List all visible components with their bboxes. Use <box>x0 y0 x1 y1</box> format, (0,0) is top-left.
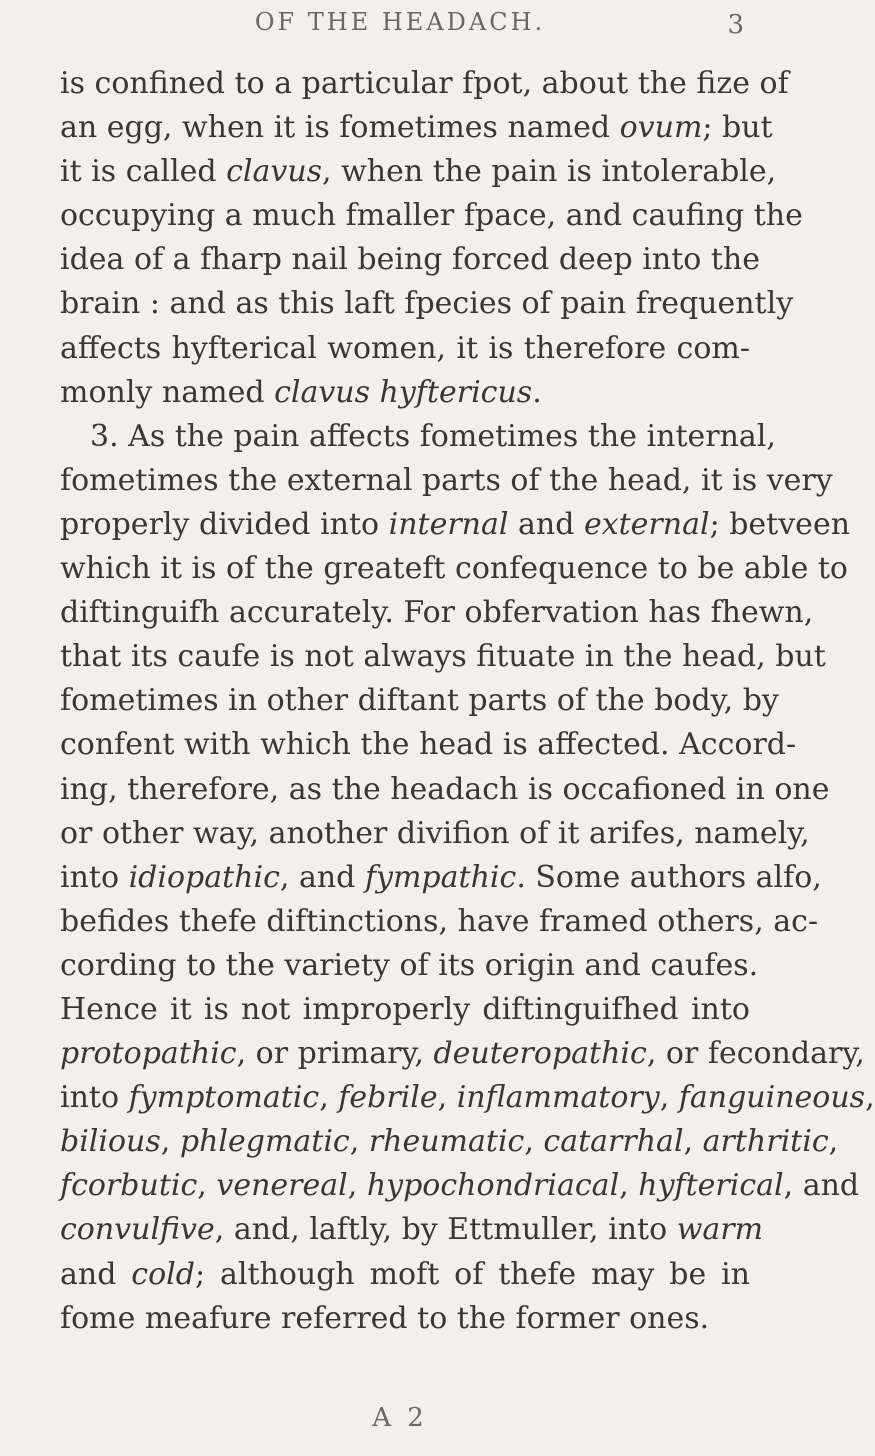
text-run: it is called <box>60 154 227 190</box>
text-run: into <box>60 1080 129 1116</box>
text-run: befides thefe diftinctions, have framed others, ac- <box>60 903 819 939</box>
italic-term: ovum <box>619 110 703 146</box>
text-line <box>60 768 830 812</box>
text-line <box>60 988 750 1032</box>
text-run: , <box>659 1080 679 1116</box>
text-run: , <box>347 1168 367 1204</box>
text-run: Hence it is not improperly diftinguifhed into <box>60 991 750 1027</box>
text-run: monly named <box>60 374 275 410</box>
italic-term: fympathic <box>364 859 517 895</box>
italic-term: external <box>583 506 710 542</box>
text-run: affects hyfterical women, it is therefore com- <box>60 330 750 366</box>
text-run: 3. As the pain affects fometimes the internal, <box>90 418 776 454</box>
text-line <box>60 944 759 988</box>
italic-term: phlegmatic <box>179 1124 350 1160</box>
italic-term: warm <box>676 1212 764 1248</box>
italic-term: fcorbutic <box>60 1168 198 1204</box>
text-run: cording to the variety of its origin and caufes. <box>60 947 759 983</box>
text-run: , or fecondary, <box>646 1036 865 1072</box>
text-line <box>60 327 750 371</box>
italic-term: protopathic <box>60 1036 237 1072</box>
text-line <box>60 723 797 767</box>
text-run: ing, therefore, as the headach is occafioned in one <box>60 771 830 807</box>
text-run: , <box>197 1168 217 1204</box>
text-run: which it is of the greateft confequence to be able to <box>60 551 848 587</box>
italic-term: clavus hyftericus <box>274 374 533 410</box>
italic-term: convulfive <box>60 1212 215 1248</box>
text-line <box>60 1164 860 1208</box>
text-line <box>60 503 851 547</box>
italic-term: bilious <box>60 1124 161 1160</box>
text-run: . Some authors alfo, <box>516 859 822 895</box>
text-run: , when the pain is intolerable, <box>322 154 777 190</box>
text-line <box>60 1120 839 1164</box>
text-run: fometimes the external parts of the head, it is very <box>60 462 833 498</box>
text-line <box>60 1032 865 1076</box>
text-run: into <box>60 859 129 895</box>
text-run: occupying a much fmaller fpace, and caufing the <box>60 198 803 234</box>
text-line <box>60 106 773 150</box>
text-run: , <box>349 1124 369 1160</box>
text-run: and <box>60 1256 132 1292</box>
text-run: , <box>160 1124 180 1160</box>
text-line <box>60 62 789 106</box>
text-run: , <box>683 1124 703 1160</box>
italic-term: deuteropathic <box>433 1036 647 1072</box>
italic-term: hyfterical <box>638 1168 784 1204</box>
text-run: , and <box>783 1168 860 1204</box>
text-line <box>60 591 814 635</box>
text-line <box>60 282 794 326</box>
text-line <box>60 812 810 856</box>
italic-term: idiopathic <box>128 859 280 895</box>
text-run: idea of a fharp nail being forced deep into the <box>60 242 760 278</box>
text-run: , and, laftly, by Ettmuller, into <box>214 1212 677 1248</box>
text-run: , <box>619 1168 639 1204</box>
text-run: . <box>532 374 542 410</box>
italic-term: venereal <box>216 1168 348 1204</box>
text-run: , <box>319 1080 339 1116</box>
text-run: ; but <box>702 110 773 146</box>
signature-mark: A 2 <box>372 1403 428 1433</box>
text-run: , or primary, <box>236 1036 434 1072</box>
text-line <box>60 635 826 679</box>
body-text <box>60 62 875 1341</box>
text-run: ; betveen <box>709 506 851 542</box>
italic-term: fanguineous <box>678 1080 866 1116</box>
italic-term: rheumatic <box>368 1124 525 1160</box>
text-line <box>60 415 776 459</box>
text-line <box>60 238 760 282</box>
text-run: brain : and as this laft fpecies of pain frequently <box>60 286 794 322</box>
text-run: , and <box>279 859 365 895</box>
italic-term: fymptomatic <box>128 1080 320 1116</box>
text-run: confent with which the head is affected. Accord- <box>60 727 797 763</box>
page-number: 3 <box>727 10 744 40</box>
italic-term: internal <box>388 506 509 542</box>
text-line <box>60 371 750 415</box>
text-run: that its caufe is not always fituate in the head, but <box>60 639 826 675</box>
italic-term: hypochondriacal <box>366 1168 620 1204</box>
italic-term: inflammatory <box>456 1080 660 1116</box>
italic-term: arthritic <box>702 1124 829 1160</box>
text-run: an egg, when it is fometimes named <box>60 110 620 146</box>
text-line <box>60 679 779 723</box>
text-run: properly divided into <box>60 506 389 542</box>
text-line <box>60 856 822 900</box>
text-run: , <box>524 1124 544 1160</box>
text-run: ; although moft of thefe may be in <box>194 1256 750 1292</box>
running-head: OF THE HEADACH. <box>254 8 546 36</box>
text-run: fome meafure referred to the former ones. <box>60 1300 710 1336</box>
text-run: is confined to a particular fpot, about the fize of <box>60 66 789 101</box>
text-run: and <box>508 506 584 542</box>
italic-term: catarrhal <box>543 1124 684 1160</box>
text-run: , <box>865 1080 875 1116</box>
text-line <box>60 1297 750 1341</box>
text-run: or other way, another divifion of it arifes, namely, <box>60 815 810 851</box>
text-line <box>60 900 819 944</box>
text-line <box>60 194 803 238</box>
text-line <box>60 1253 750 1297</box>
text-run: , <box>437 1080 457 1116</box>
text-line <box>60 459 833 503</box>
italic-term: clavus <box>226 154 323 190</box>
text-run: fometimes in other diftant parts of the body, by <box>60 683 779 719</box>
text-line <box>60 150 777 194</box>
text-line <box>60 547 848 591</box>
text-line <box>60 1208 764 1252</box>
italic-term: cold <box>131 1256 195 1292</box>
text-run: , <box>828 1124 839 1160</box>
italic-term: febrile <box>338 1080 438 1116</box>
text-line <box>60 1076 875 1120</box>
text-run: diftinguifh accurately. For obfervation has fhewn, <box>60 595 814 631</box>
